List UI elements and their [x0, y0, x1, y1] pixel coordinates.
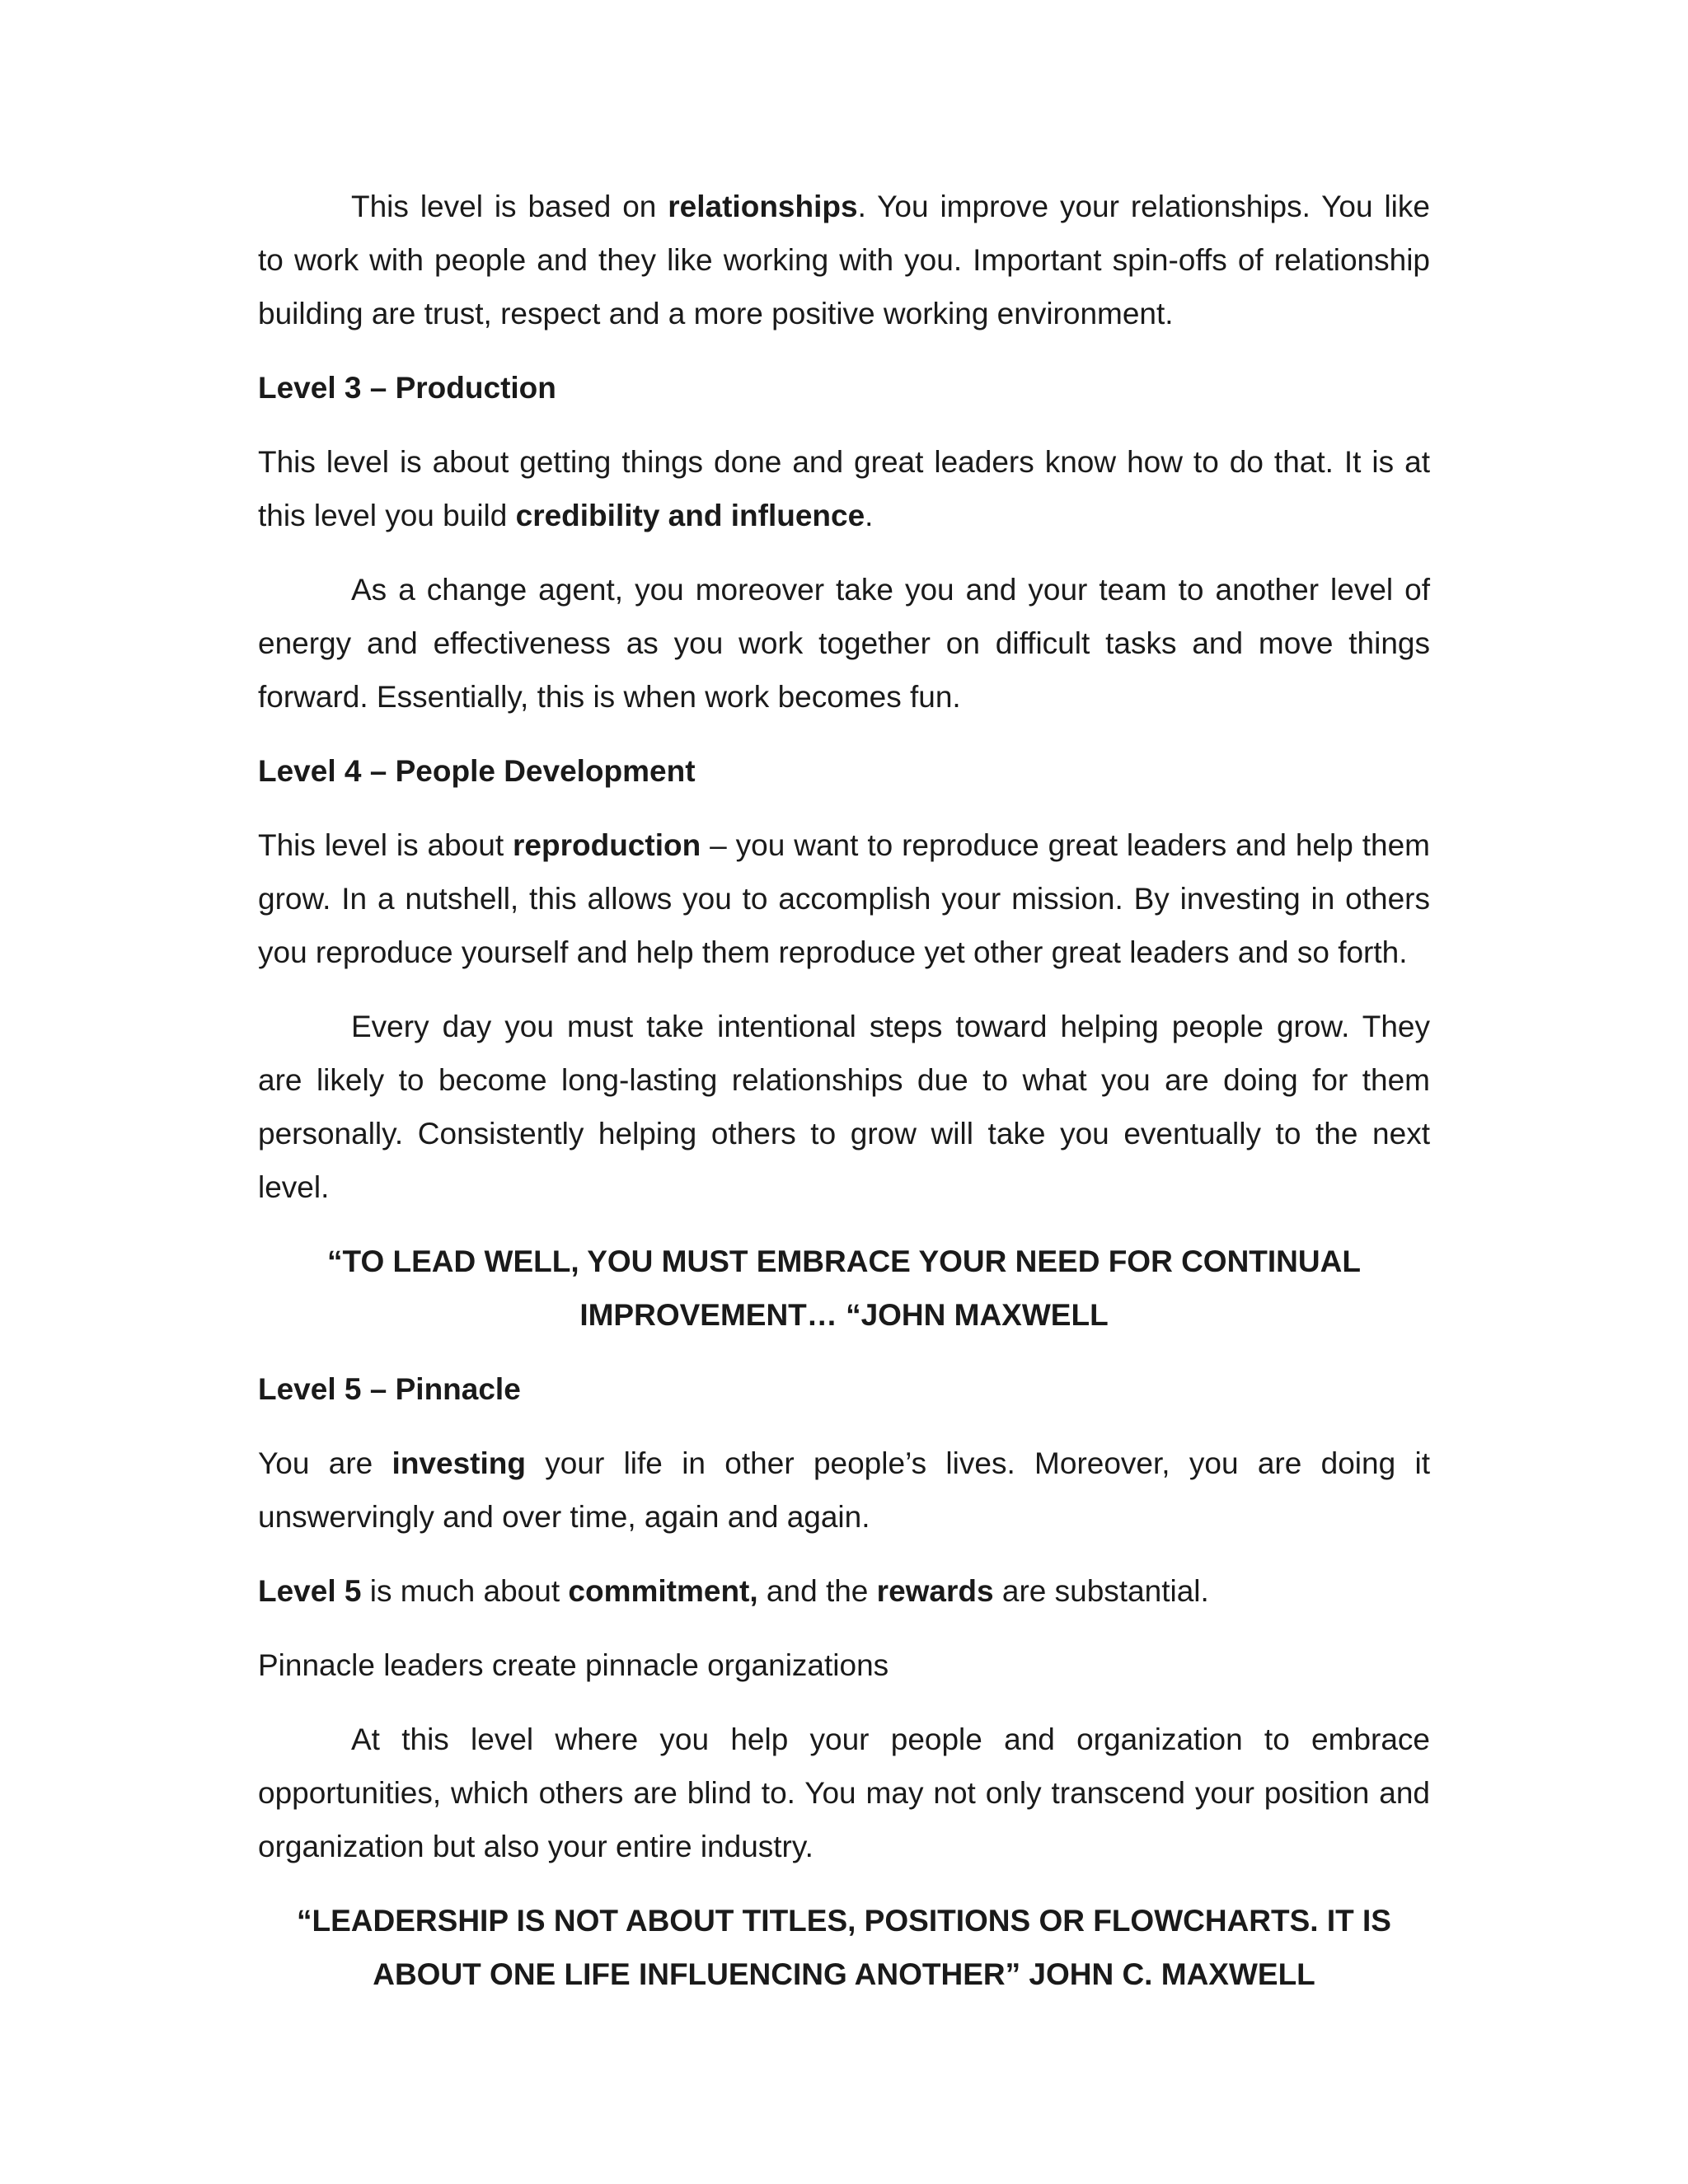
paragraph-text: are substantial.	[993, 1574, 1209, 1608]
bold-term: reproduction	[513, 828, 701, 862]
bold-term: credibility and influence	[515, 499, 865, 532]
level-3-heading: Level 3 – Production	[258, 371, 556, 405]
paragraph-text: This level is about getting things done and great leaders know how to do that. It is at this level you build	[258, 445, 1430, 532]
paragraph-text: You are	[258, 1446, 392, 1480]
paragraph-production	[258, 435, 1430, 542]
paragraph-reproduction	[258, 818, 1430, 979]
maxwell-quote-continual-improvement: “TO LEAD WELL, YOU MUST EMBRACE YOUR NEED FOR CONTINUAL IMPROVEMENT… “JOHN MAXWELL	[327, 1244, 1361, 1332]
bold-term: relationships	[668, 190, 858, 223]
maxwell-quote-leadership: “LEADERSHIP IS NOT ABOUT TITLES, POSITIONS OR FLOWCHARTS. IT IS ABOUT ONE LIFE INFLUENCING ANOTHER” JOHN C. MAXWELL	[297, 1904, 1391, 1991]
paragraph-relationships	[258, 180, 1430, 340]
paragraph-pinnacle-leaders: Pinnacle leaders create pinnacle organizations	[258, 1648, 889, 1682]
bold-term: rewards	[876, 1574, 994, 1608]
bold-term: commitment,	[568, 1574, 758, 1608]
bold-term: investing	[392, 1446, 526, 1480]
paragraph-investing	[258, 1436, 1430, 1544]
paragraph-text: . You improve your relationships. You like to work with people and they like working with you. Important spin-offs of relationship building are trust, respect and a more positive working environment.	[258, 190, 1430, 330]
paragraph-text: is much about	[361, 1574, 569, 1608]
paragraph-text: your life in other people’s lives. Moreover, you are doing it unswervingly and over time, again and again.	[258, 1446, 1430, 1534]
level-5-heading: Level 5 – Pinnacle	[258, 1372, 521, 1406]
paragraph-opportunities: At this level where you help your people and organization to embrace opportunities, which others are blind to. You may not only transcend your position and organization but also your entire industry.	[258, 1722, 1430, 1863]
bold-term: Level 5	[258, 1574, 362, 1608]
paragraph-text: This level is about	[258, 828, 513, 862]
paragraph-text: and the	[757, 1574, 877, 1608]
paragraph-text: – you want to reproduce great leaders and help them grow. In a nutshell, this allows you to accomplish your mission. By investing in others you reproduce yourself and help them reproduce yet other great leaders and so forth.	[258, 828, 1430, 969]
paragraph-change-agent: As a change agent, you moreover take you and your team to another level of energy and effectiveness as you work together on difficult tasks and move things forward. Essentially, this is when work becomes fun.	[258, 573, 1430, 714]
paragraph-text: This level is based on	[351, 190, 668, 223]
paragraph-commitment	[258, 1564, 1430, 1618]
paragraph-every-day: Every day you must take intentional steps toward helping people grow. They are likely to become long-lasting relationships due to what you are doing for them personally. Consistently helping others to grow will take you eventually to the next level.	[258, 1010, 1430, 1204]
document-body	[258, 180, 1430, 2001]
level-4-heading: Level 4 – People Development	[258, 754, 696, 788]
paragraph-text: .	[865, 499, 874, 532]
